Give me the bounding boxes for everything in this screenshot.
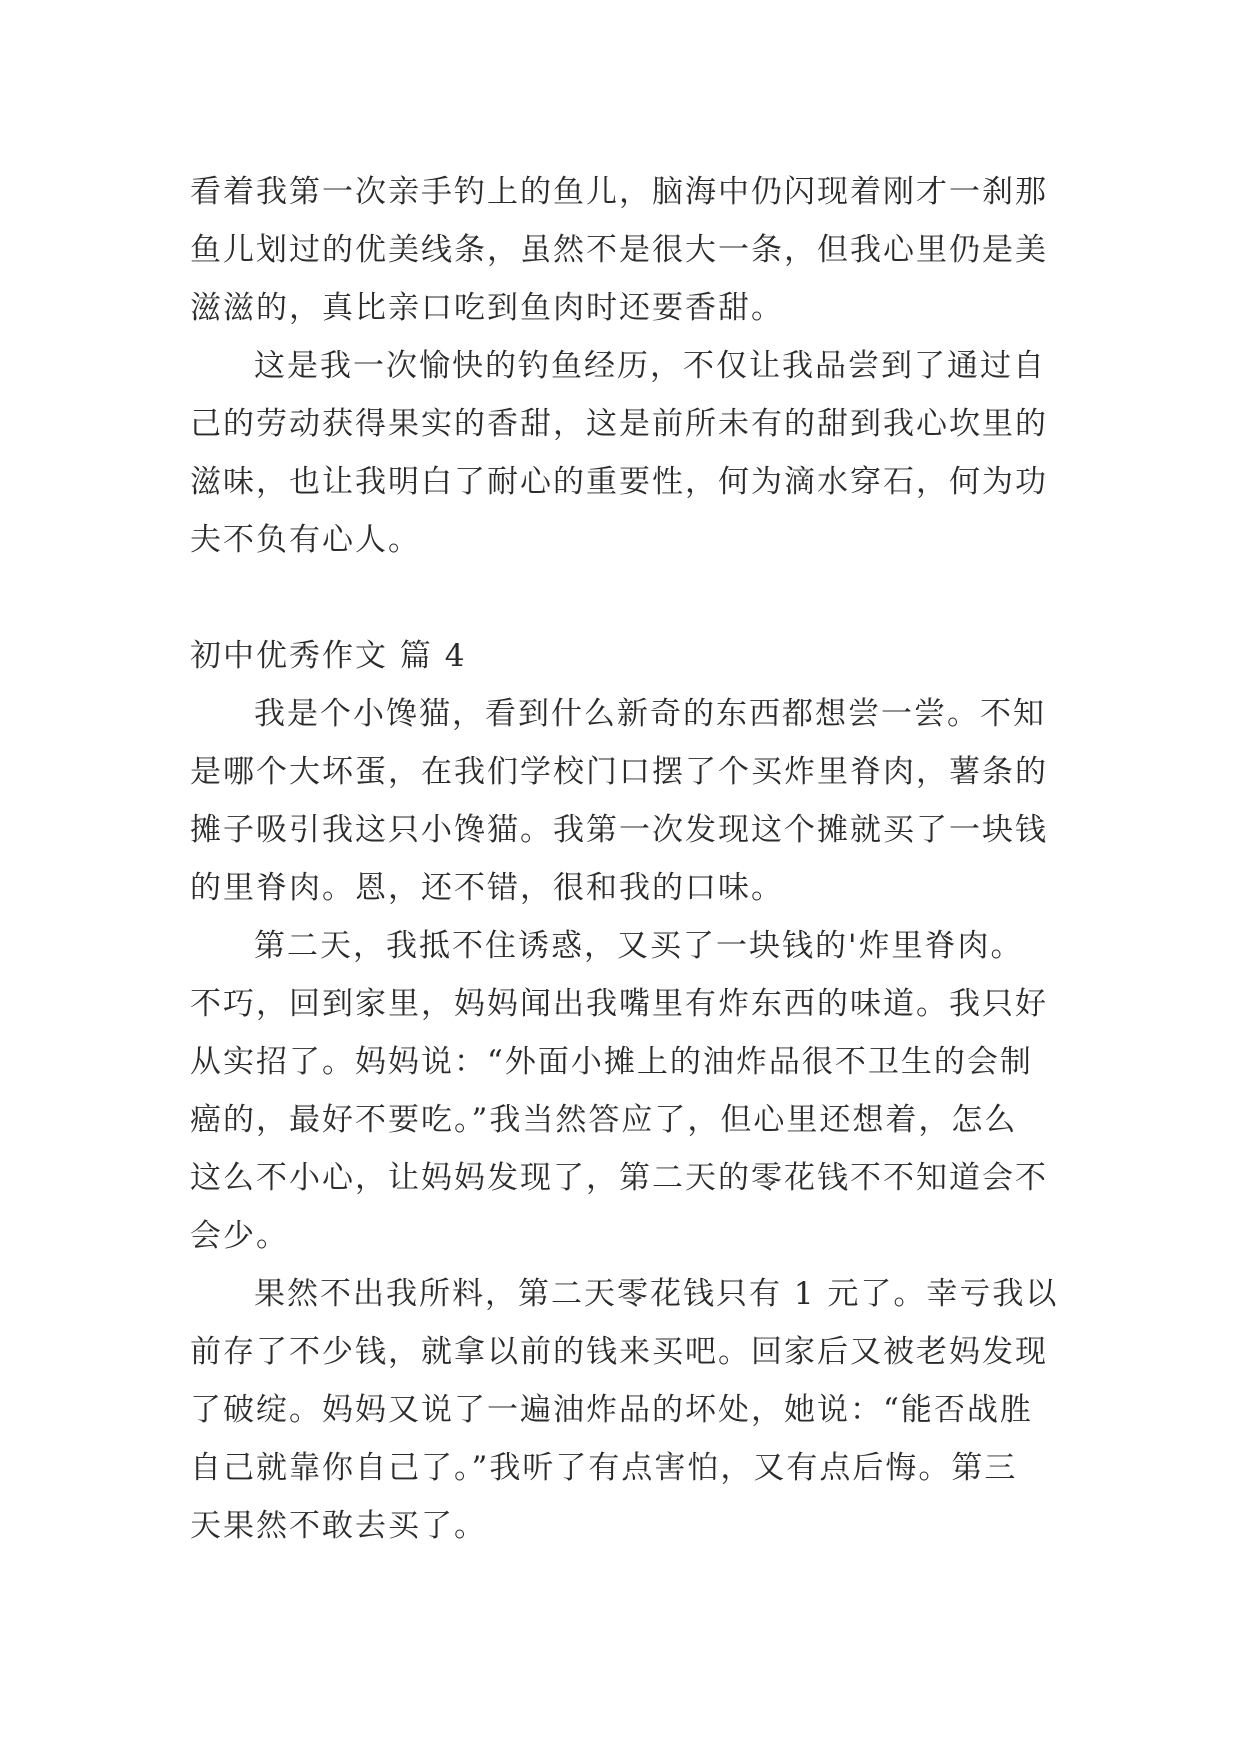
text-line: 果然不出我所料，第二天零花钱只有 1 元了。幸亏我以 — [254, 1276, 1059, 1312]
text-line: 第二天，我抵不住诱惑，又买了一块钱的'炸里脊肉。 — [254, 928, 1024, 964]
text-line: 从实招了。妈妈说：“外面小摊上的油炸品很不卫生的会制 — [190, 1044, 1033, 1080]
text-line: 前存了不少钱，就拿以前的钱来买吧。回家后又被老妈发现 — [190, 1334, 1048, 1370]
text-line: 的里脊肉。恩，还不错，很和我的口味。 — [190, 870, 784, 906]
text-line: 夫不负有心人。 — [190, 522, 421, 558]
text-line: 自己就靠你自己了。”我听了有点害怕，又有点后悔。第三 — [190, 1450, 1018, 1486]
text-line: 滋味，也让我明白了耐心的重要性，何为滴水穿石，何为功 — [190, 464, 1048, 500]
text-line: 摊子吸引我这只小馋猫。我第一次发现这个摊就买了一块钱 — [190, 812, 1048, 848]
text-line: 是哪个大坏蛋，在我们学校门口摆了个买炸里脊肉，薯条的 — [190, 754, 1048, 790]
text-line: 看着我第一次亲手钓上的鱼儿，脑海中仍闪现着刚才一刹那 — [190, 174, 1048, 210]
text-line: 这么不小心，让妈妈发现了，第二天的零花钱不不知道会不 — [190, 1160, 1048, 1196]
text-line: 癌的，最好不要吃。”我当然答应了，但心里还想着，怎么 — [190, 1102, 1018, 1138]
text-line: 己的劳动获得果实的香甜，这是前所未有的甜到我心坎里的 — [190, 406, 1048, 442]
text-line: 鱼儿划过的优美线条，虽然不是很大一条，但我心里仍是美 — [190, 232, 1048, 268]
text-line: 天果然不敢去买了。 — [190, 1508, 487, 1544]
text-line: 滋滋的，真比亲口吃到鱼肉时还要香甜。 — [190, 290, 784, 326]
text-line: 了破绽。妈妈又说了一遍油炸品的坏处，她说：“能否战胜 — [190, 1392, 1033, 1428]
text-line: 这是我一次愉快的钓鱼经历，不仅让我品尝到了通过自 — [254, 348, 1046, 384]
text-line: 我是个小馋猫，看到什么新奇的东西都想尝一尝。不知 — [254, 696, 1046, 732]
text-line: 不巧，回到家里，妈妈闻出我嘴里有炸东西的味道。我只好 — [190, 986, 1048, 1022]
section-heading: 初中优秀作文 篇 4 — [190, 638, 467, 674]
text-line: 会少。 — [190, 1218, 289, 1254]
